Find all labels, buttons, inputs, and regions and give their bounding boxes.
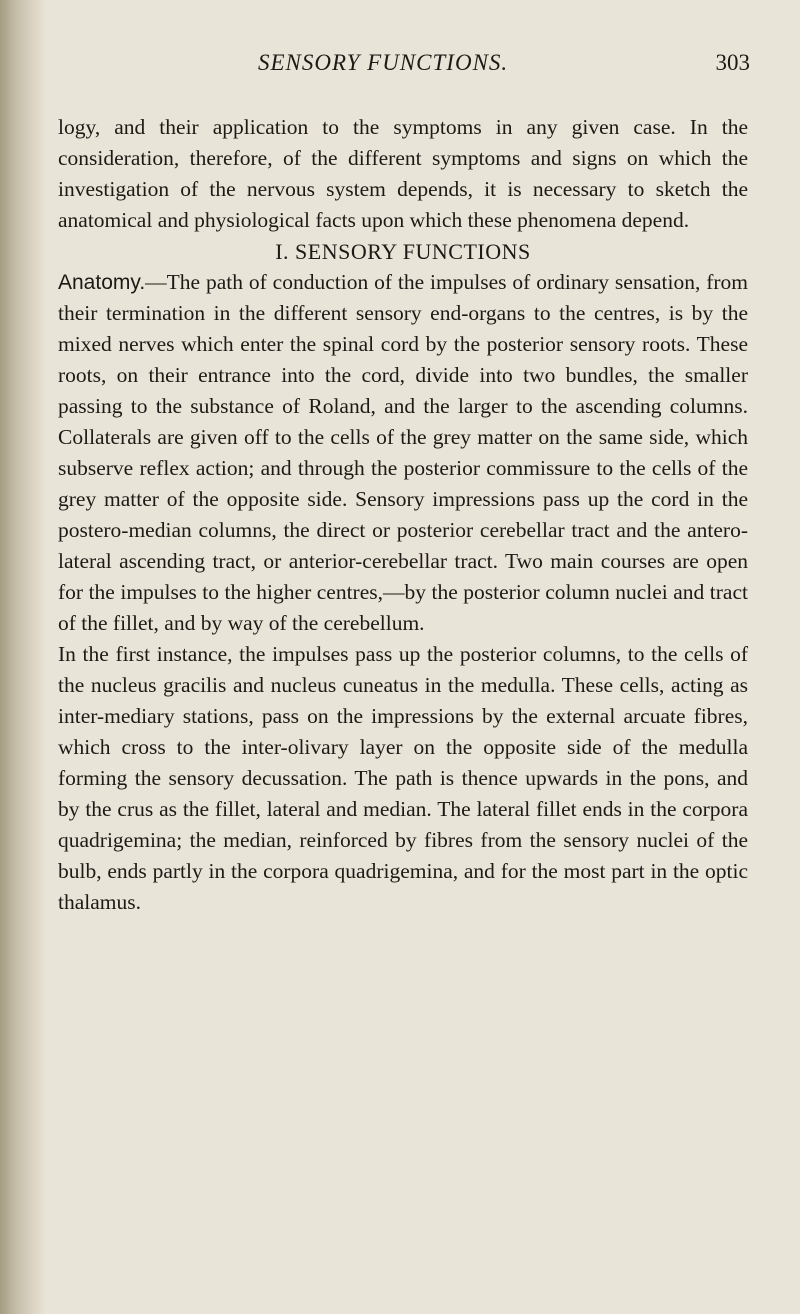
paragraph-continued: logy, and their application to the symptoms in any given case. In the consideration, therefore, of the different symptoms and signs on which the investigation of the nervous system depends, it is necessary to sketch the anatomical and physiological facts upon which these phenomena depend. [58,115,748,232]
book-page [58,0,768,1314]
page-body [58,112,748,918]
page-gutter-shadow [0,0,46,1314]
paragraph-first-instance: In the first instance, the impulses pass up the posterior columns, to the cells of the nucleus gracilis and nucleus cuneatus in the medulla. These cells, acting as inter-mediary stations, pass on the impressions by the external arcuate fibres, which cross to the inter-olivary layer on the opposite side of the medulla forming the sensory decussation. The path is thence upwards in the pons, and by the crus as the fillet, lateral and median. The lateral fillet ends in the corpora quadrigemina; the median, reinforced by fibres from the sensory nuclei of the bulb, ends partly in the corpora quadrigemina, and for the most part in the optic thalamus. [58,642,748,914]
running-head [58,42,768,82]
running-title: SENSORY FUNCTIONS. [258,50,509,75]
paragraph-anatomy-text: —The path of conduction of the impulses of ordinary sensation, from their termination in the different sensory end-organs to the centres, is by the mixed nerves which enter the spinal cord by the posterior sensory roots. These roots, on their entrance into the cord, divide into two bundles, the smaller passing to the substance of Roland, and the larger to the ascending columns. Collaterals are given off to the cells of the grey matter on the same side, which subserve reflex action; and through the posterior commissure to the cells of the grey matter of the opposite side. Sensory impressions pass up the cord in the postero-median columns, the direct or posterior cerebellar tract and the antero-lateral ascending tract, or anterior-cerebellar tract. Two main courses are open for the impulses to the higher centres,—by the posterior column nuclei and tract of the fillet, and by way of the cerebellum. [58,270,748,635]
page-number: 303 [715,50,750,75]
section-heading: I. SENSORY FUNCTIONS [275,239,531,264]
run-in-heading: Anatomy. [58,271,146,294]
paragraph-anatomy [58,267,748,639]
